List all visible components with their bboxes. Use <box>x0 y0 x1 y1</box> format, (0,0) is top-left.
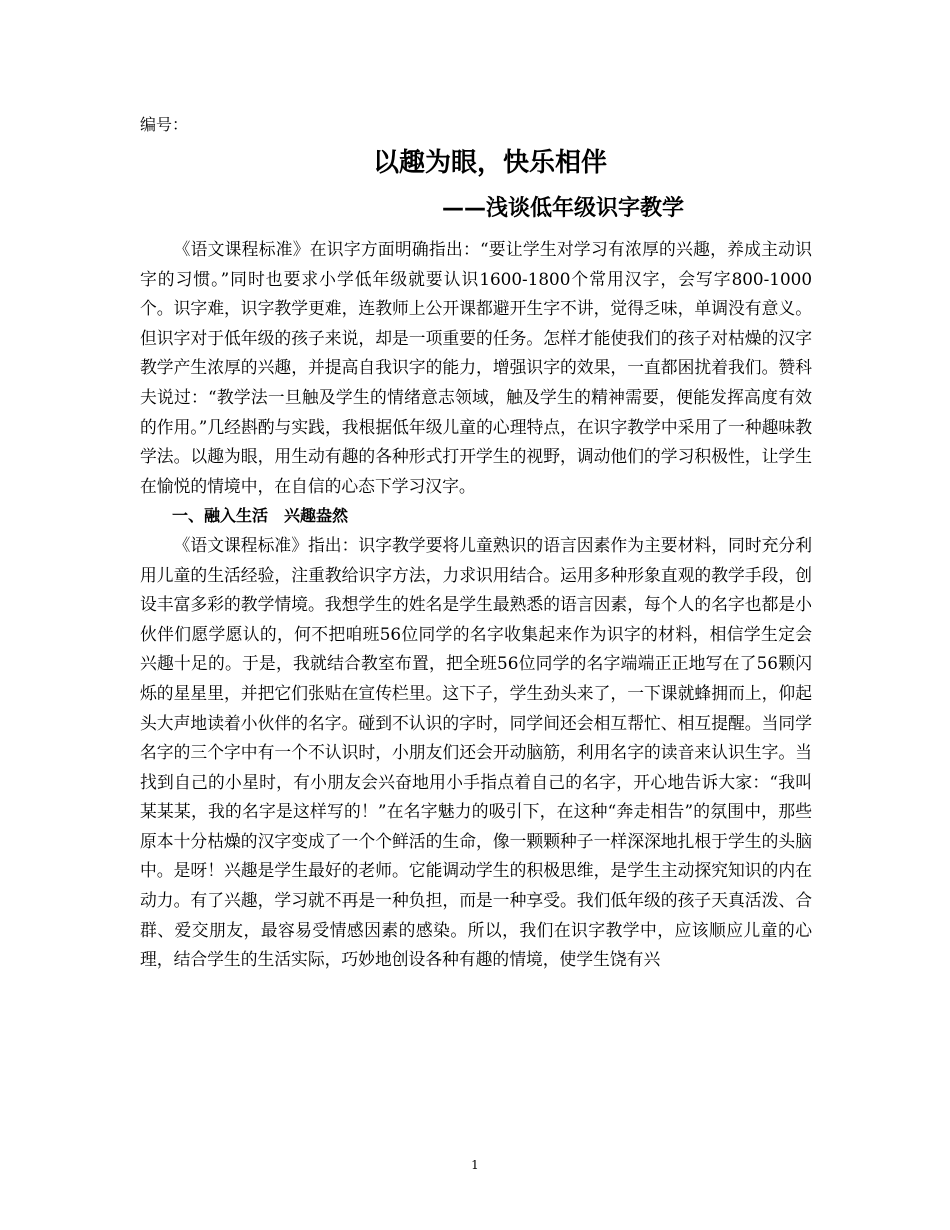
document-body <box>140 235 812 975</box>
body-paragraph: 《语文课程标准》指出：识字教学要将儿童熟识的语言因素作为主要材料，同时充分利用儿童的生活经验，注重教给识字方法，力求识用结合。运用多种形象直观的教学手段，创设丰富多彩的教学情境。我想学生的姓名是学生最熟悉的语言因素，每个人的名字也都是小伙伴们愿学愿认的，何不把咱班56位同学的名字收集起来作为识字的材料，相信学生定会兴趣十足的。于是，我就结合教室布置，把全班56位同学的名字端端正正地写在了56颗闪烁的星星里，并把它们张贴在宣传栏里。这下子，学生劲头来了，一下课就蜂拥而上，仰起头大声地读着小伙伴的名字。碰到不认识的字时，同学间还会相互帮忙、相互提醒。当同学名字的三个字中有一个不认识时，小朋友们还会开动脑筋，利用名字的读音来认识生字。当找到自己的小星时，有小朋友会兴奋地用小手指点着自己的名字，开心地告诉大家：“我叫某某某，我的名字是这样写的！”在名字魅力的吸引下，在这种“奔走相告”的氛围中，那些原本十分枯燥的汉字变成了一个个鲜活的生命，像一颗颗种子一样深深地扎根于学生的头脑中。是呀！兴趣是学生最好的老师。它能调动学生的积极思维，是学生主动探究知识的内在动力。有了兴趣，学习就不再是一种负担，而是一种享受。我们低年级的孩子天真活泼、合群、爱交朋友，最容易受情感因素的感染。所以，我们在识字教学中，应该顺应儿童的心理，结合学生的生活实际，巧妙地创设各种有趣的情境，使学生饶有兴 <box>140 534 812 970</box>
serial-number-label: 编号： <box>140 115 189 134</box>
page-number: 1 <box>471 1158 479 1172</box>
section-heading: 一、融入生活 兴趣盎然 <box>172 506 349 526</box>
document-subtitle: ——浅谈低年级识字教学 <box>442 196 685 221</box>
document-title: 以趣为眼，快乐相伴 <box>372 148 607 178</box>
body-paragraph: 《语文课程标准》在识字方面明确指出：“要让学生对学习有浓厚的兴趣，养成主动识字的习惯。”同时也要求小学低年级就要认识1600-1800个常用汉字，会写字800-1000个。识字难，识字教学更难，连教师上公开课都避开生字不讲，觉得乏味，单调没有意义。但识字对于低年级的孩子来说，却是一项重要的任务。怎样才能使我们的孩子对枯燥的汉字教学产生浓厚的兴趣，并提高自我识字的能力，增强识字的效果，一直都困扰着我们。赞科夫说过：“教学法一旦触及学生的情绪意志领域，触及学生的精神需要，便能发挥高度有效的作用。”几经斟酌与实践，我根据低年级儿童的心理特点，在识字教学中采用了一种趣味教学法。以趣为眼，用生动有趣的各种形式打开学生的视野，调动他们的学习积极性，让学生在愉悦的情境中，在自信的心态下学习汉字。 <box>140 239 812 496</box>
